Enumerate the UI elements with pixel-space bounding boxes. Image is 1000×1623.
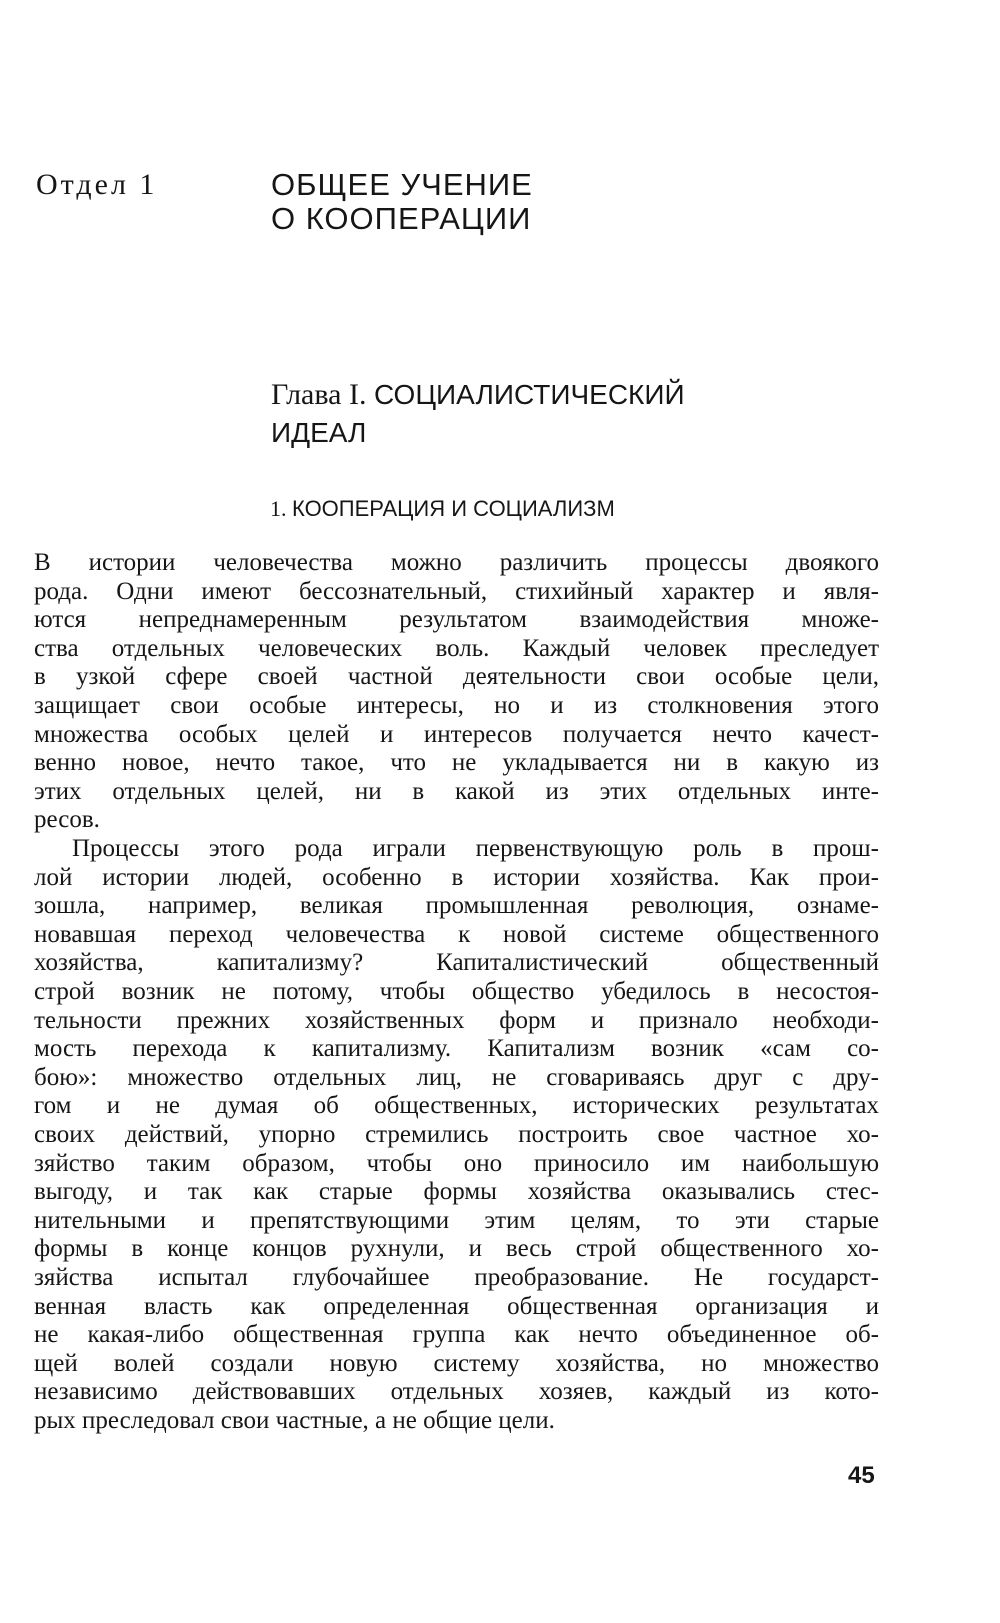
paragraph-line: множества особых целей и интересов получается нечто качест- <box>34 720 879 748</box>
chapter-title-line-1 <box>271 376 685 414</box>
chapter-title-line-2: ИДЕАЛ <box>271 417 367 448</box>
paragraph-1 <box>34 549 879 835</box>
section-title-line-1: ОБЩЕЕ УЧЕНИЕ <box>271 167 533 202</box>
paragraph-line: зяйство таким образом, чтобы оно приносило им наибольшую <box>34 1149 879 1177</box>
paragraph-line: зошла, например, великая промышленная революция, ознаме- <box>34 892 879 920</box>
paragraph-line: Процессы этого рода играли первенствующую роль в прош- <box>72 835 879 862</box>
paragraph-line: в узкой сфере своей частной деятельности свои особые цели, <box>34 663 879 691</box>
chapter-title-main: СОЦИАЛИСТИЧЕСКИЙ <box>373 379 685 410</box>
paragraph-line: рода. Одни имеют бессознательный, стихийный характер и явля- <box>34 577 879 605</box>
paragraph-line: венная власть как определенная общественная организация и <box>34 1292 879 1320</box>
paragraph-line: своих действий, упорно стремились построить свое частное хо- <box>34 1120 879 1148</box>
paragraph-line: ства отдельных человеческих воль. Каждый человек преследует <box>34 634 879 662</box>
paragraph-line: гом и не думая об общественных, исторических результатах <box>34 1092 879 1120</box>
paragraph-2 <box>34 835 879 1435</box>
paragraph-line: новавшая переход человечества к новой системе общественного <box>34 920 879 948</box>
paragraph-line: ются непреднамеренным результатом взаимодействия множе- <box>34 606 879 634</box>
section-title <box>271 168 533 236</box>
paragraph-line: бою»: множество отдельных лиц, не сговариваясь друг с дру- <box>34 1063 879 1091</box>
paragraph-line: не какая-либо общественная группа как нечто объединенное об- <box>34 1321 879 1349</box>
paragraph-line: щей волей создали новую систему хозяйства, но множество <box>34 1349 879 1377</box>
paragraph-line: защищает свои особые интересы, но и из столкновения этого <box>34 691 879 719</box>
paragraph-line: В истории человечества можно различить процессы двоякого <box>34 549 879 576</box>
paragraph-line: зяйства испытал глубочайшее преобразование. Не государст- <box>34 1263 879 1291</box>
subsection-number: 1. <box>270 496 292 521</box>
chapter-title <box>271 376 685 452</box>
section-label: Отдел 1 <box>36 168 158 201</box>
paragraph-line: выгоду, и так как старые формы хозяйства оказывались стес- <box>34 1178 879 1206</box>
paragraph-line: ресов. <box>34 806 100 834</box>
paragraph-line: рых преследовал свои частные, а не общие цели. <box>34 1406 555 1434</box>
paragraph-line: венно новое, нечто такое, что не укладывается ни в какую из <box>34 749 879 777</box>
subsection-title: КООПЕРАЦИЯ И СОЦИАЛИЗМ <box>292 496 615 521</box>
paragraph-line: тельности прежних хозяйственных форм и признало необходи- <box>34 1006 879 1034</box>
section-title-line-2: О КООПЕРАЦИИ <box>271 201 532 236</box>
subsection-heading <box>270 496 615 522</box>
paragraph-line: строй возник не потому, чтобы общество убедилось в несостоя- <box>34 977 879 1005</box>
paragraph-line: мость перехода к капитализму. Капитализм возник «сам со- <box>34 1035 879 1063</box>
paragraph-line: лой истории людей, особенно в истории хозяйства. Как прои- <box>34 863 879 891</box>
chapter-prefix: Глава I. <box>271 378 374 411</box>
paragraph-line: нительными и препятствующими этим целям, то эти старые <box>34 1206 879 1234</box>
paragraph-line: хозяйства, капитализму? Капиталистический общественный <box>34 949 879 977</box>
paragraph-line: независимо действовавших отдельных хозяев, каждый из кото- <box>34 1378 879 1406</box>
paragraph-line: формы в конце концов рухнули, и весь строй общественного хо- <box>34 1235 879 1263</box>
page-number: 45 <box>848 1462 875 1489</box>
paragraph-line: этих отдельных целей, ни в какой из этих отдельных инте- <box>34 777 879 805</box>
